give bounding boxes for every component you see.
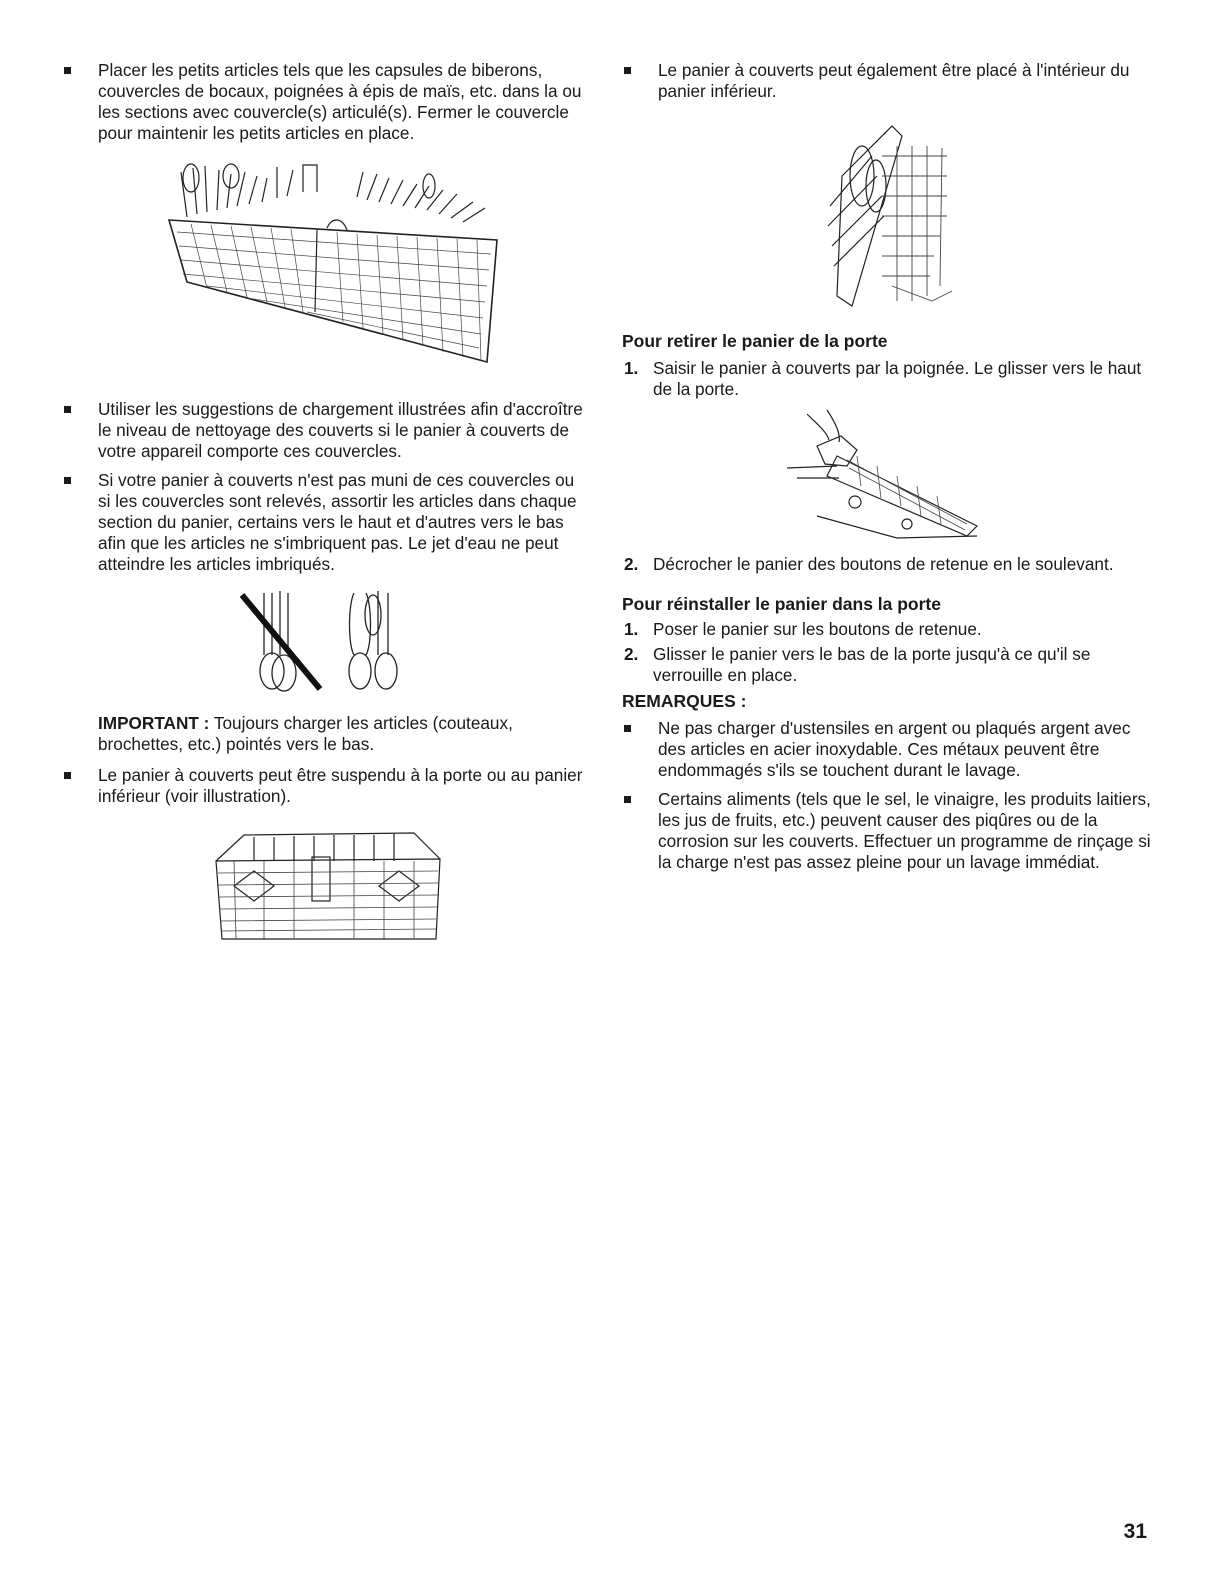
important-label: IMPORTANT : bbox=[98, 713, 210, 733]
bullet-square-icon bbox=[624, 796, 631, 803]
reinstall-heading: Pour réinstaller le panier dans la porte bbox=[622, 594, 941, 614]
bullet-loading-suggestions: Utiliser les suggestions de chargement illustrées afin d'accroître le niveau de nettoyage des couverts si le panier à couverts de votre appareil comporte ces couvercles. bbox=[62, 399, 587, 462]
bullet-square-icon bbox=[624, 67, 631, 74]
remarques-heading: REMARQUES : bbox=[622, 691, 747, 711]
important-note bbox=[98, 713, 587, 755]
reinstall-step-1: 1. Poser le panier sur les boutons de retenue. bbox=[624, 619, 982, 639]
remarque-silver: Ne pas charger d'ustensiles en argent ou plaqués argent avec des articles en acier inoxydable. Ces métaux peuvent être endommagés s'ils se touchent durant le lavage. bbox=[622, 718, 1152, 781]
right-column bbox=[622, 60, 1152, 873]
bullet-no-lids: Si votre panier à couverts n'est pas muni de ces couvercles ou si les couvercles sont relevés, assortir les articles dans chaque section du panier, certains vers le haut et d'autres vers le bas afin que les articles ne s'imbriquent pas. Le jet d'eau ne peut atteindre les articles imbriqués. bbox=[62, 470, 587, 575]
remarque-foods: Certains aliments (tels que le sel, le vinaigre, les produits laitiers, les jus de fruits, etc.) peuvent causer des piqûres ou de la corrosion sur les couverts. Effectuer un programme de rinçage si la charge n'est pas assez pleine pour un lavage immédiat. bbox=[622, 789, 1152, 873]
page-number: 31 bbox=[1123, 1520, 1147, 1543]
bullet-basket-hang: Le panier à couverts peut être suspendu à la porte ou au panier inférieur (voir illustration). bbox=[62, 765, 587, 807]
left-column bbox=[62, 60, 587, 941]
important-text: Toujours charger les articles (couteaux, brochettes, etc.) pointés vers le bas. bbox=[98, 713, 513, 754]
lower-rack-basket-illustration bbox=[214, 831, 444, 941]
bullet-square-icon bbox=[64, 67, 71, 74]
bullet-square-icon bbox=[624, 725, 631, 732]
remove-heading: Pour retirer le panier de la porte bbox=[622, 331, 888, 351]
bullet-small-items: Placer les petits articles tels que les capsules de biberons, couvercles de bocaux, poignées à épis de maïs, etc. dans la ou les sections avec couvercle(s) articulé(s). Fermer le couvercle pour maintenir les petits articles en place. bbox=[62, 60, 587, 144]
remove-from-door-illustration bbox=[777, 406, 997, 546]
nested-spoons-illustration bbox=[234, 585, 434, 695]
basket-in-rack-illustration bbox=[822, 116, 972, 316]
bullet-square-icon bbox=[64, 477, 71, 484]
remove-step-1: 1. Saisir le panier à couverts par la poignée. Le glisser vers le haut de la porte. bbox=[624, 358, 1142, 399]
bullet-square-icon bbox=[64, 406, 71, 413]
reinstall-step-2: 2. Glisser le panier vers le bas de la porte jusqu'à ce qu'il se verrouille en place. bbox=[624, 644, 1091, 685]
remove-step-2: 2. Décrocher le panier des boutons de retenue en le soulevant. bbox=[624, 554, 1114, 574]
bullet-inside-lower-rack: Le panier à couverts peut également être placé à l'intérieur du panier inférieur. bbox=[622, 60, 1152, 102]
silverware-basket-illustration bbox=[167, 162, 507, 377]
bullet-square-icon bbox=[64, 772, 71, 779]
